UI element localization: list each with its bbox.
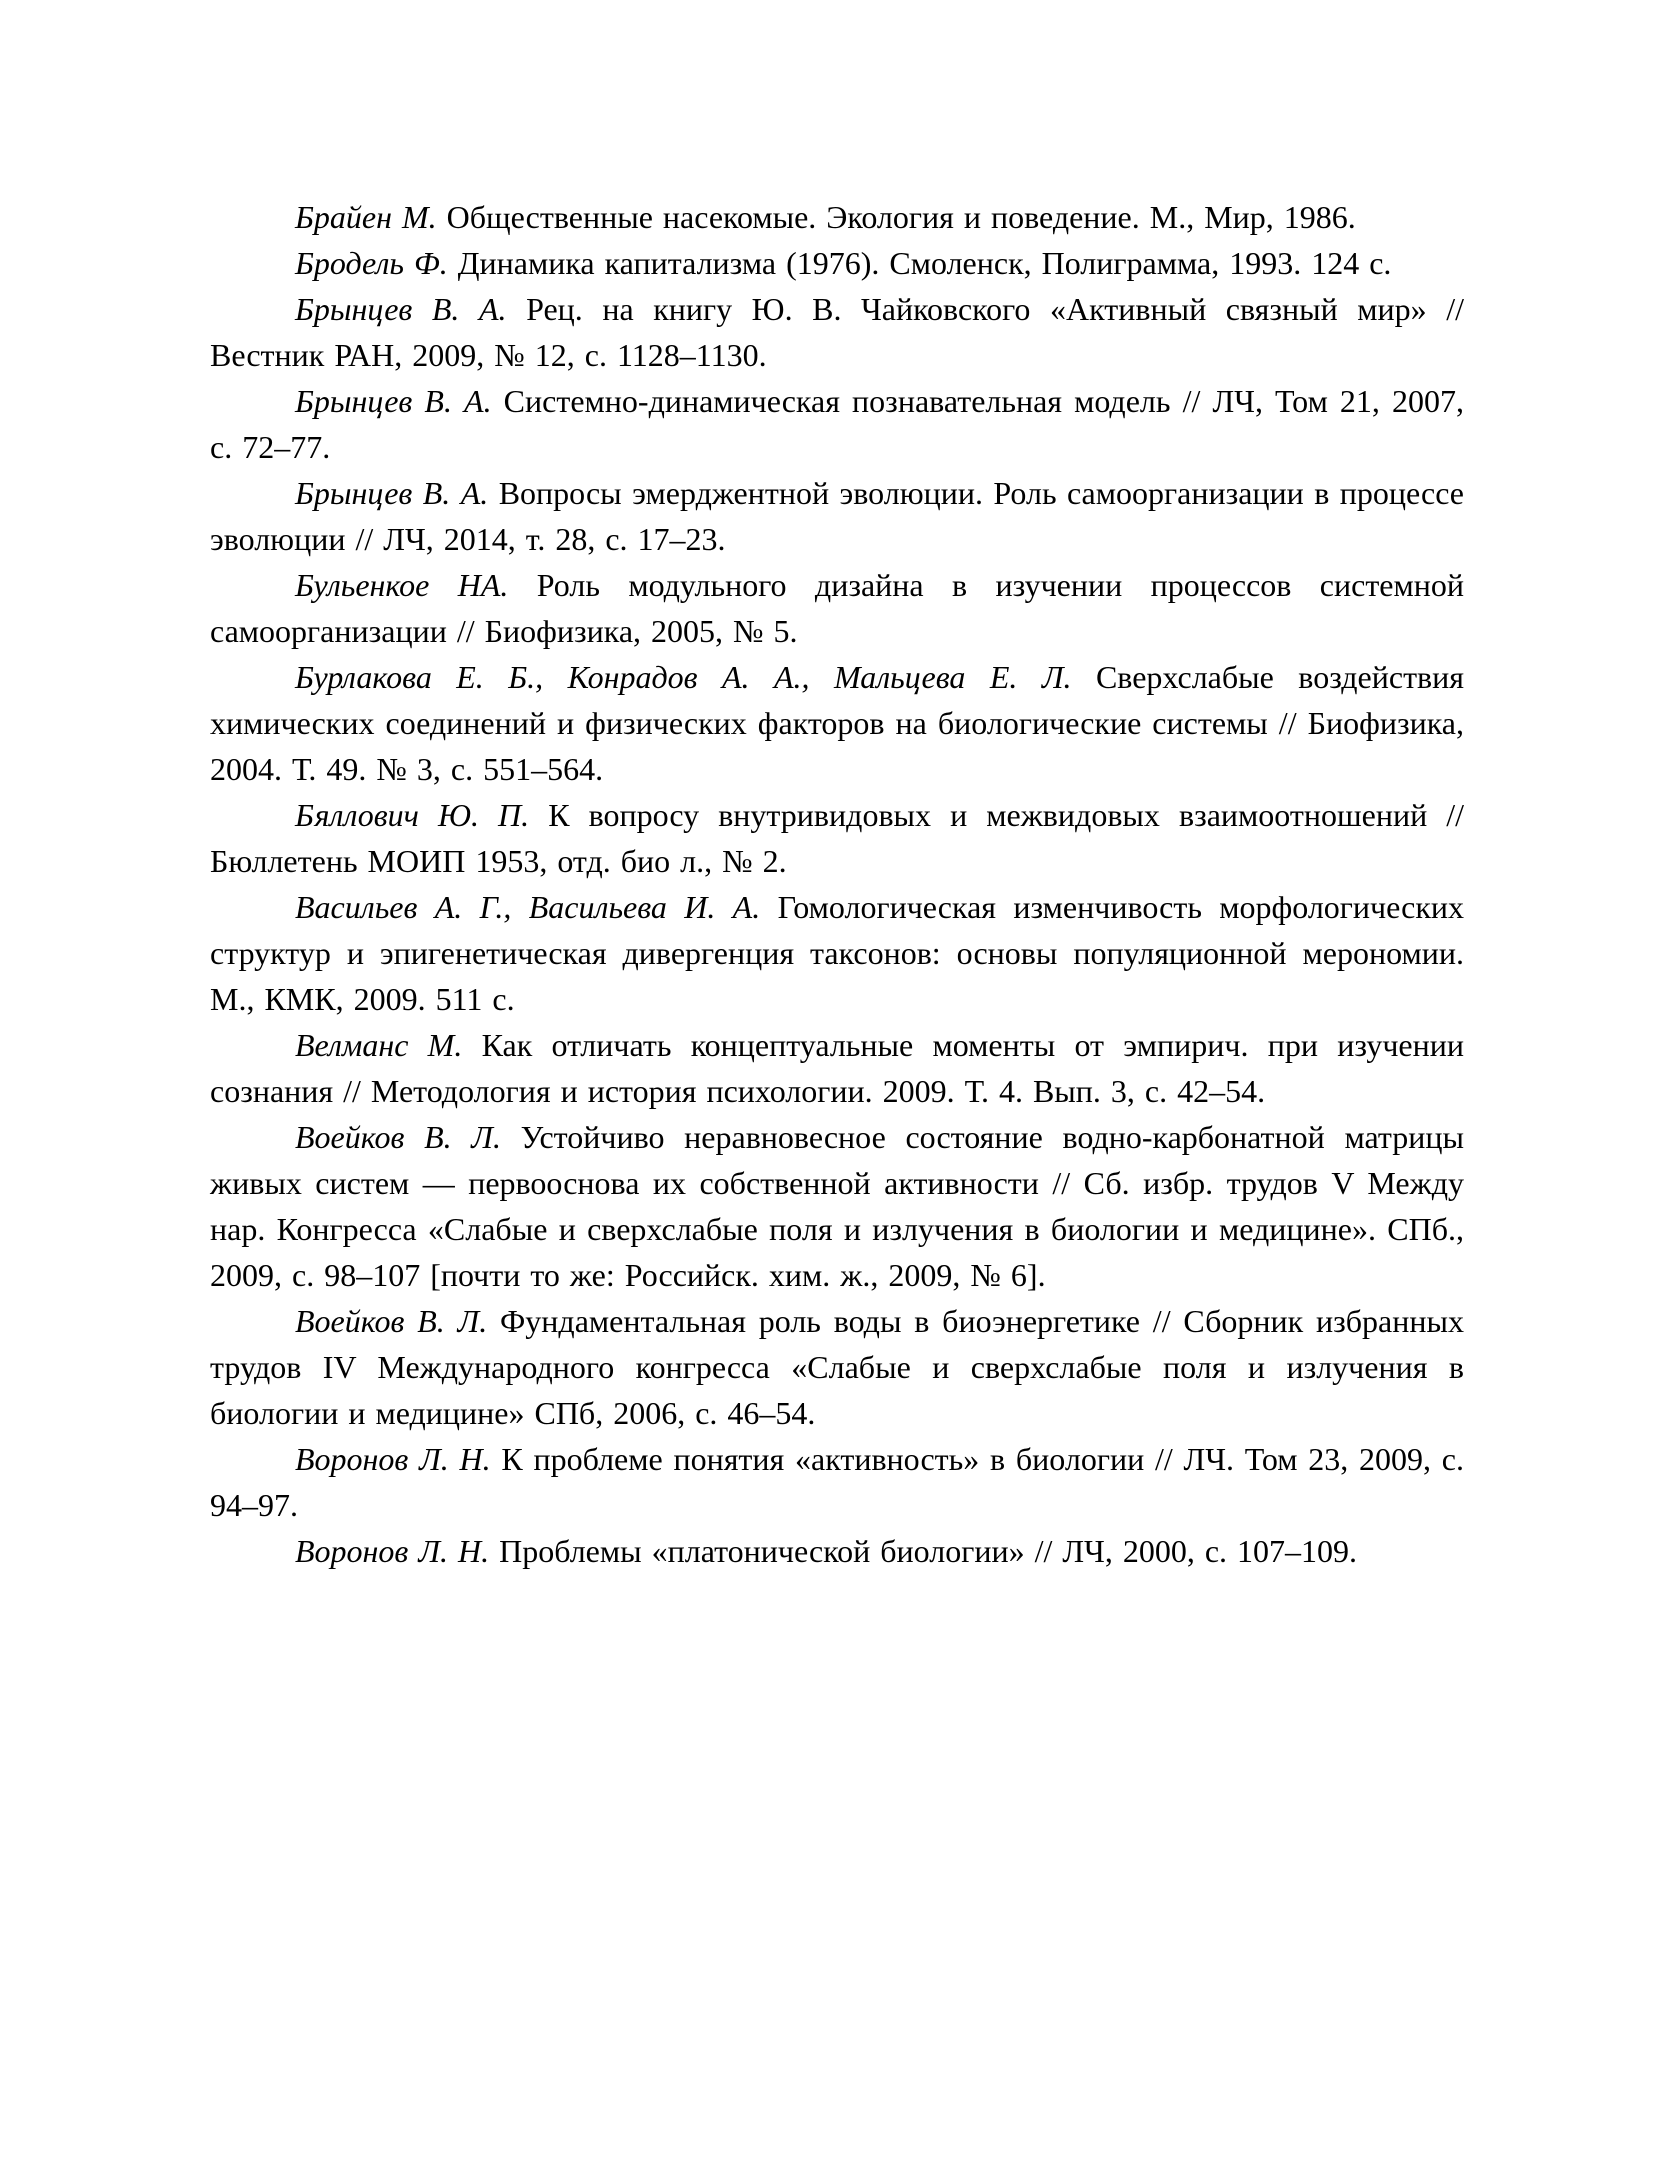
bibliography-entry	[210, 562, 1464, 654]
entry-authors: Брынцев В. А.	[295, 383, 492, 419]
entry-text: Роль модульного дизайна в изучении процессов системной самоорганизации // Биофизика, 2005, № 5.	[210, 567, 1465, 649]
entry-text: Системно-динамическая познавательная модель // ЛЧ, Том 21, 2007, с. 72–77.	[210, 383, 1465, 465]
entry-text: Устойчиво неравновесное состояние водно-карбонатной матрицы живых систем — первооснова их собственной активности // Сб. избр. трудов V Между нар. Конгресса «Слабые и сверхслабые поля и излучения в биологии и медицине». СПб., 2009, с. 98–107 [почти то же: Российск. хим. ж., 2009, № 6].	[210, 1119, 1465, 1293]
bibliography-entry	[210, 1114, 1464, 1298]
entry-authors: Бурлакова Е. Б., Конрадов А. А., Мальцева Е. Л.	[295, 659, 1072, 695]
bibliography-entry	[210, 1528, 1464, 1574]
entry-authors: Воейков В. Л.	[295, 1119, 501, 1155]
entry-authors: Воронов Л. Н.	[295, 1441, 491, 1477]
entry-text: Фундаментальная роль воды в биоэнергетике // Сборник избранных трудов IV Международного конгресса «Слабые и сверхслабые поля и излучения в биологии и медицине» СПб, 2006, с. 46–54.	[210, 1303, 1465, 1431]
entry-authors: Воронов Л. Н.	[295, 1533, 490, 1569]
bibliography-entry	[210, 240, 1464, 286]
bibliography-entry	[210, 194, 1464, 240]
entry-text: Динамика капитализма (1976). Смоленск, Полиграмма, 1993. 124 с.	[447, 245, 1392, 281]
entry-text: Рец. на книгу Ю. В. Чайковского «Активный связный мир» // Вестник РАН, 2009, № 12, с. 1128–1130.	[210, 291, 1465, 373]
entry-authors: Велманс М.	[295, 1027, 463, 1063]
entry-text: Вопросы эмерджентной эволюции. Роль самоорганизации в процессе эволюции // ЛЧ, 2014, т. 28, с. 17–23.	[210, 475, 1465, 557]
entry-authors: Брынцев В. А.	[295, 291, 507, 327]
entry-text: Проблемы «платонической биологии» // ЛЧ, 2000, с. 107–109.	[489, 1533, 1358, 1569]
entry-text: Сверхслабые воздействия химических соединений и физических факторов на биологические системы // Биофизика, 2004. Т. 49. № 3, с. 551–564.	[210, 659, 1465, 787]
entry-authors: Воейков В. Л.	[295, 1303, 488, 1339]
bibliography-list	[210, 194, 1464, 1574]
bibliography-entry	[210, 792, 1464, 884]
entry-text: Гомологическая изменчивость морфологических структур и эпигенетическая дивергенция таксонов: основы популяционной мерономии. М., КМК, 2009. 511 с.	[210, 889, 1465, 1017]
bibliography-entry	[210, 654, 1464, 792]
entry-text: Общественные насекомые. Экология и поведение. М., Мир, 1986.	[436, 199, 1356, 235]
bibliography-entry	[210, 1436, 1464, 1528]
entry-authors: Бульенкое НА.	[295, 567, 509, 603]
entry-authors: Брынцев В. А.	[295, 475, 489, 511]
entry-authors: Васильев А. Г., Васильева И. А.	[295, 889, 761, 925]
bibliography-entry	[210, 1022, 1464, 1114]
entry-text: К вопросу внутривидовых и межвидовых взаимоотношений // Бюллетень МОИП 1953, отд. био л., № 2.	[210, 797, 1465, 879]
entry-authors: Брайен М.	[295, 199, 437, 235]
entry-authors: Бродель Ф.	[295, 245, 448, 281]
bibliography-entry	[210, 286, 1464, 378]
bibliography-entry	[210, 1298, 1464, 1436]
bibliography-entry	[210, 378, 1464, 470]
entry-text: Как отличать концептуальные моменты от эмпирич. при изучении сознания // Методология и история психологии. 2009. Т. 4. Вып. 3, с. 42–54.	[210, 1027, 1464, 1109]
entry-text: К проблеме понятия «активность» в биологии // ЛЧ. Том 23, 2009, с. 94–97.	[210, 1441, 1465, 1523]
entry-authors: Бяллович Ю. П.	[295, 797, 530, 833]
bibliography-entry	[210, 470, 1464, 562]
bibliography-entry	[210, 884, 1464, 1022]
